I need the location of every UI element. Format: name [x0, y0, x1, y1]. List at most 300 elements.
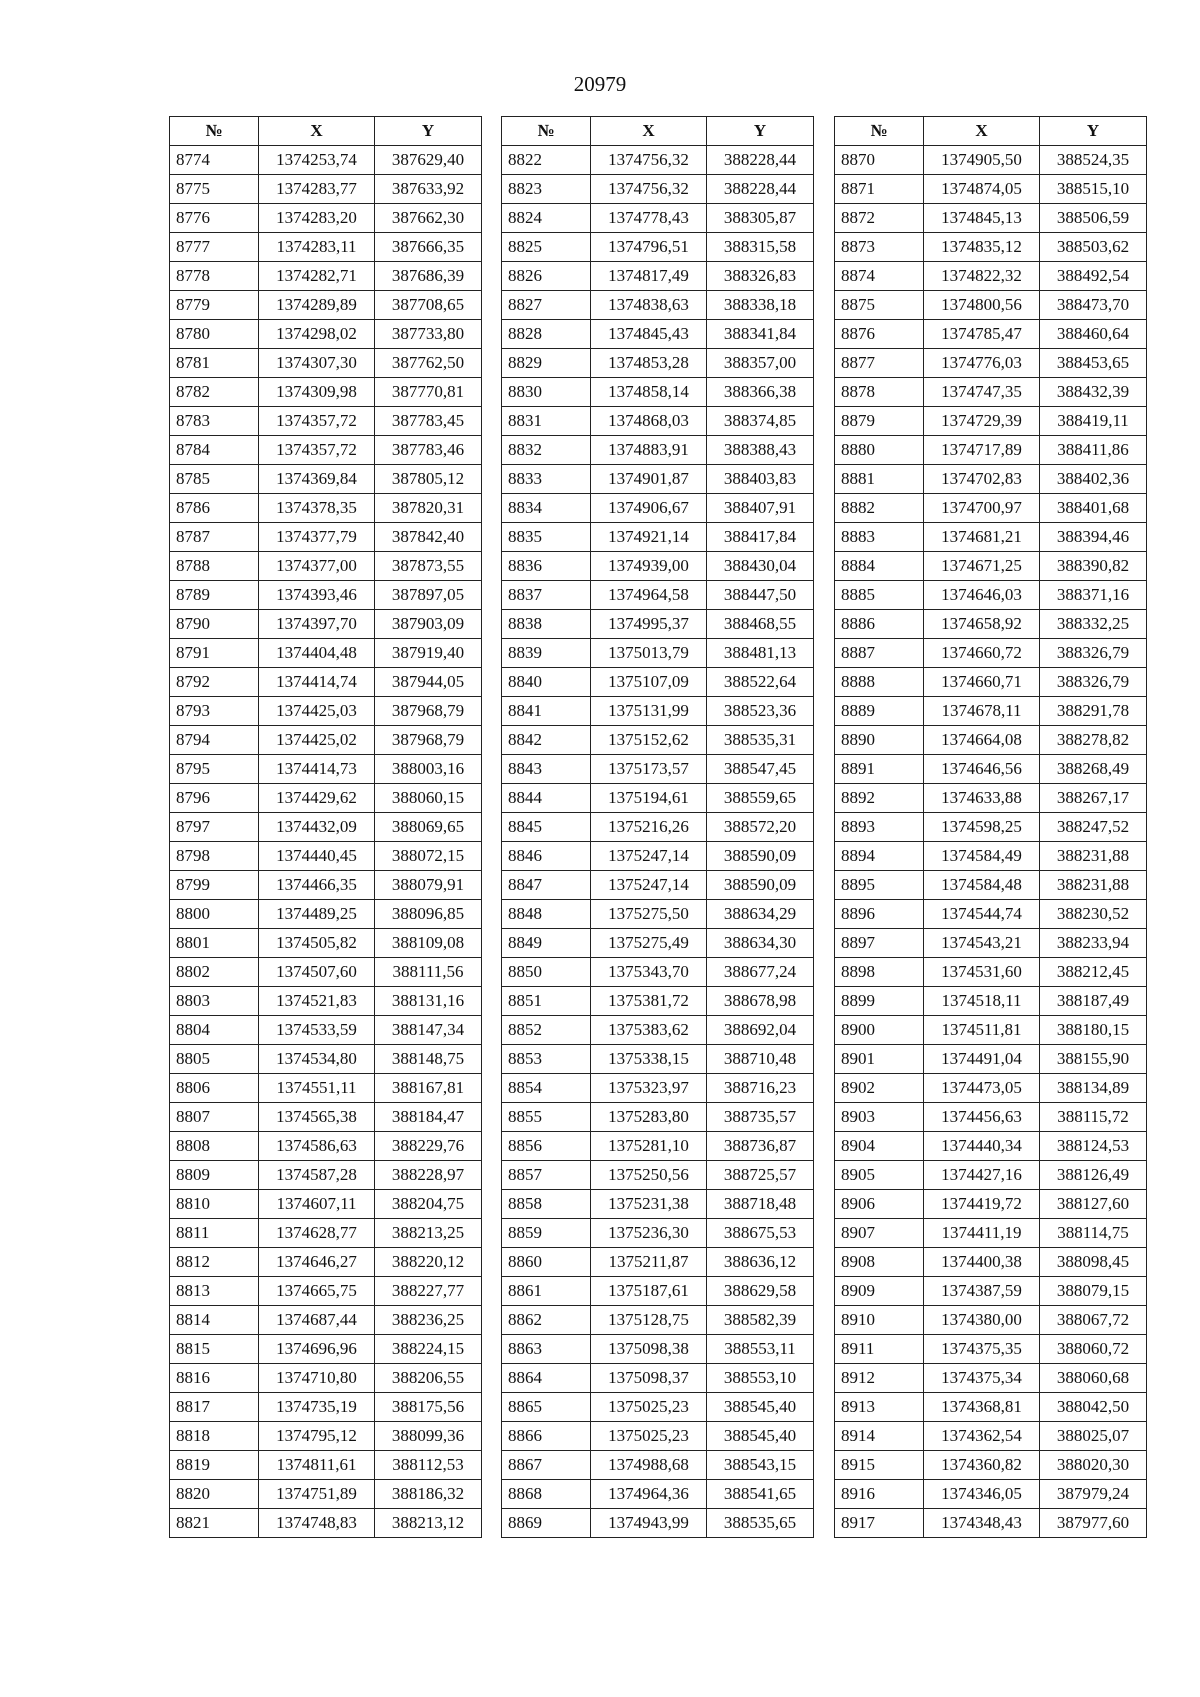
table-row [835, 755, 1147, 784]
cell-x: 1374587,28 [259, 1161, 375, 1190]
table-row [835, 813, 1147, 842]
cell-number: 8784 [170, 436, 259, 465]
cell-x: 1374440,34 [924, 1132, 1040, 1161]
cell-x: 1375013,79 [591, 639, 707, 668]
table-row [170, 465, 482, 494]
table-header [835, 117, 1147, 146]
table-row [170, 378, 482, 407]
cell-number: 8810 [170, 1190, 259, 1219]
table-row [170, 871, 482, 900]
cell-x: 1374717,89 [924, 436, 1040, 465]
cell-x: 1374298,02 [259, 320, 375, 349]
table-row [170, 697, 482, 726]
table-row [170, 929, 482, 958]
table-row [502, 407, 814, 436]
table-row [170, 175, 482, 204]
table-body [835, 146, 1147, 1538]
table-row [502, 610, 814, 639]
cell-y: 388268,49 [1040, 755, 1147, 784]
coordinate-table [501, 116, 814, 1538]
cell-x: 1374905,50 [924, 146, 1040, 175]
cell-y: 388394,46 [1040, 523, 1147, 552]
cell-number: 8872 [835, 204, 924, 233]
table-row [835, 1016, 1147, 1045]
cell-number: 8865 [502, 1393, 591, 1422]
table-row [835, 175, 1147, 204]
cell-y: 387944,05 [375, 668, 482, 697]
table-row [835, 610, 1147, 639]
cell-number: 8895 [835, 871, 924, 900]
cell-x: 1374943,99 [591, 1509, 707, 1538]
table-row [170, 784, 482, 813]
cell-y: 387666,35 [375, 233, 482, 262]
cell-y: 388636,12 [707, 1248, 814, 1277]
cell-y: 388230,52 [1040, 900, 1147, 929]
cell-y: 388060,68 [1040, 1364, 1147, 1393]
table-row [835, 871, 1147, 900]
cell-y: 387968,79 [375, 697, 482, 726]
cell-number: 8874 [835, 262, 924, 291]
cell-x: 1375275,49 [591, 929, 707, 958]
cell-x: 1375343,70 [591, 958, 707, 987]
cell-x: 1374681,21 [924, 523, 1040, 552]
cell-y: 388460,64 [1040, 320, 1147, 349]
cell-y: 388725,57 [707, 1161, 814, 1190]
cell-x: 1374282,71 [259, 262, 375, 291]
header-y: Y [375, 117, 482, 146]
table-row [835, 1480, 1147, 1509]
cell-x: 1375194,61 [591, 784, 707, 813]
table-row [170, 1364, 482, 1393]
cell-y: 388326,83 [707, 262, 814, 291]
cell-number: 8794 [170, 726, 259, 755]
table-row [502, 1190, 814, 1219]
cell-y: 387708,65 [375, 291, 482, 320]
cell-x: 1375211,87 [591, 1248, 707, 1277]
cell-x: 1374729,39 [924, 407, 1040, 436]
cell-x: 1374658,92 [924, 610, 1040, 639]
table-row [835, 1364, 1147, 1393]
cell-y: 388111,56 [375, 958, 482, 987]
cell-y: 388060,15 [375, 784, 482, 813]
cell-y: 387633,92 [375, 175, 482, 204]
cell-y: 388326,79 [1040, 668, 1147, 697]
table-row [170, 1306, 482, 1335]
cell-y: 388247,52 [1040, 813, 1147, 842]
cell-number: 8838 [502, 610, 591, 639]
table-row [835, 1074, 1147, 1103]
cell-y: 388357,00 [707, 349, 814, 378]
table-row [502, 378, 814, 407]
cell-y: 388187,49 [1040, 987, 1147, 1016]
cell-number: 8792 [170, 668, 259, 697]
cell-x: 1374440,45 [259, 842, 375, 871]
cell-y: 388003,16 [375, 755, 482, 784]
cell-number: 8840 [502, 668, 591, 697]
cell-y: 388315,58 [707, 233, 814, 262]
table-row [835, 726, 1147, 755]
cell-y: 388545,40 [707, 1422, 814, 1451]
cell-y: 388186,32 [375, 1480, 482, 1509]
cell-x: 1374964,58 [591, 581, 707, 610]
table-row [170, 349, 482, 378]
cell-y: 388634,30 [707, 929, 814, 958]
table-row [835, 465, 1147, 494]
cell-y: 388736,87 [707, 1132, 814, 1161]
cell-number: 8832 [502, 436, 591, 465]
cell-number: 8789 [170, 581, 259, 610]
cell-x: 1374518,11 [924, 987, 1040, 1016]
cell-y: 388224,15 [375, 1335, 482, 1364]
table-row [170, 204, 482, 233]
cell-x: 1375152,62 [591, 726, 707, 755]
table-row [835, 639, 1147, 668]
cell-number: 8846 [502, 842, 591, 871]
table-row [502, 1161, 814, 1190]
cell-y: 387733,80 [375, 320, 482, 349]
table-row [502, 842, 814, 871]
cell-y: 388079,15 [1040, 1277, 1147, 1306]
cell-number: 8780 [170, 320, 259, 349]
cell-y: 388481,13 [707, 639, 814, 668]
table-row [835, 436, 1147, 465]
cell-number: 8791 [170, 639, 259, 668]
cell-number: 8880 [835, 436, 924, 465]
cell-number: 8871 [835, 175, 924, 204]
cell-number: 8822 [502, 146, 591, 175]
cell-y: 388629,58 [707, 1277, 814, 1306]
cell-y: 388590,09 [707, 871, 814, 900]
cell-y: 388524,35 [1040, 146, 1147, 175]
cell-number: 8790 [170, 610, 259, 639]
table-row [835, 958, 1147, 987]
table-row [835, 1219, 1147, 1248]
cell-y: 388109,08 [375, 929, 482, 958]
table-row [835, 320, 1147, 349]
cell-x: 1374414,73 [259, 755, 375, 784]
cell-y: 388212,45 [1040, 958, 1147, 987]
cell-y: 388227,77 [375, 1277, 482, 1306]
table-row [502, 726, 814, 755]
cell-y: 388535,31 [707, 726, 814, 755]
cell-x: 1374584,48 [924, 871, 1040, 900]
cell-number: 8855 [502, 1103, 591, 1132]
cell-x: 1374858,14 [591, 378, 707, 407]
cell-x: 1374283,20 [259, 204, 375, 233]
header-number: № [170, 117, 259, 146]
cell-number: 8885 [835, 581, 924, 610]
cell-number: 8906 [835, 1190, 924, 1219]
cell-x: 1374346,05 [924, 1480, 1040, 1509]
cell-y: 388366,38 [707, 378, 814, 407]
cell-x: 1374456,63 [924, 1103, 1040, 1132]
cell-number: 8850 [502, 958, 591, 987]
cell-number: 8898 [835, 958, 924, 987]
cell-number: 8877 [835, 349, 924, 378]
cell-x: 1375216,26 [591, 813, 707, 842]
cell-number: 8831 [502, 407, 591, 436]
cell-x: 1374776,03 [924, 349, 1040, 378]
table-row [170, 1219, 482, 1248]
cell-number: 8899 [835, 987, 924, 1016]
cell-x: 1374466,35 [259, 871, 375, 900]
cell-y: 388305,87 [707, 204, 814, 233]
cell-x: 1374283,11 [259, 233, 375, 262]
table-row [835, 523, 1147, 552]
cell-x: 1374473,05 [924, 1074, 1040, 1103]
table-row [502, 1480, 814, 1509]
table-row [170, 900, 482, 929]
table-row [835, 1045, 1147, 1074]
cell-y: 388332,25 [1040, 610, 1147, 639]
table-row [835, 552, 1147, 581]
cell-x: 1375236,30 [591, 1219, 707, 1248]
cell-y: 387903,09 [375, 610, 482, 639]
cell-number: 8795 [170, 755, 259, 784]
cell-x: 1374822,32 [924, 262, 1040, 291]
cell-x: 1374939,00 [591, 552, 707, 581]
cell-y: 388559,65 [707, 784, 814, 813]
cell-x: 1375173,57 [591, 755, 707, 784]
cell-number: 8842 [502, 726, 591, 755]
cell-y: 388147,34 [375, 1016, 482, 1045]
cell-y: 388326,79 [1040, 639, 1147, 668]
cell-number: 8819 [170, 1451, 259, 1480]
cell-x: 1374853,28 [591, 349, 707, 378]
cell-x: 1374348,43 [924, 1509, 1040, 1538]
cell-x: 1374665,75 [259, 1277, 375, 1306]
cell-y: 388060,72 [1040, 1335, 1147, 1364]
cell-number: 8914 [835, 1422, 924, 1451]
cell-y: 388371,16 [1040, 581, 1147, 610]
table-row [502, 146, 814, 175]
table-row [502, 1422, 814, 1451]
cell-y: 388338,18 [707, 291, 814, 320]
cell-x: 1374425,02 [259, 726, 375, 755]
table-row [502, 494, 814, 523]
cell-y: 387979,24 [1040, 1480, 1147, 1509]
cell-number: 8835 [502, 523, 591, 552]
cell-x: 1374425,03 [259, 697, 375, 726]
header-x: X [924, 117, 1040, 146]
table-row [502, 552, 814, 581]
cell-number: 8826 [502, 262, 591, 291]
cell-y: 388042,50 [1040, 1393, 1147, 1422]
cell-x: 1374411,19 [924, 1219, 1040, 1248]
table-row [502, 465, 814, 494]
table-row [502, 668, 814, 697]
cell-x: 1374360,82 [924, 1451, 1040, 1480]
cell-y: 388692,04 [707, 1016, 814, 1045]
cell-number: 8824 [502, 204, 591, 233]
cell-x: 1374400,38 [924, 1248, 1040, 1277]
cell-number: 8814 [170, 1306, 259, 1335]
cell-x: 1375323,97 [591, 1074, 707, 1103]
cell-x: 1374628,77 [259, 1219, 375, 1248]
cell-y: 388231,88 [1040, 842, 1147, 871]
cell-y: 388267,17 [1040, 784, 1147, 813]
cell-y: 388430,04 [707, 552, 814, 581]
table-row [170, 958, 482, 987]
header-number: № [502, 117, 591, 146]
cell-y: 388213,12 [375, 1509, 482, 1538]
cell-number: 8799 [170, 871, 259, 900]
table-row [170, 1509, 482, 1538]
cell-x: 1375250,56 [591, 1161, 707, 1190]
cell-y: 387820,31 [375, 494, 482, 523]
cell-number: 8886 [835, 610, 924, 639]
cell-y: 387842,40 [375, 523, 482, 552]
cell-y: 388134,89 [1040, 1074, 1147, 1103]
cell-number: 8878 [835, 378, 924, 407]
table-row [502, 320, 814, 349]
cell-y: 388020,30 [1040, 1451, 1147, 1480]
cell-y: 388582,39 [707, 1306, 814, 1335]
cell-x: 1374253,74 [259, 146, 375, 175]
table-row [835, 291, 1147, 320]
cell-number: 8876 [835, 320, 924, 349]
cell-y: 388417,84 [707, 523, 814, 552]
cell-x: 1374531,60 [924, 958, 1040, 987]
cell-x: 1374702,83 [924, 465, 1040, 494]
table-row [170, 755, 482, 784]
cell-number: 8870 [835, 146, 924, 175]
cell-x: 1374747,35 [924, 378, 1040, 407]
cell-number: 8897 [835, 929, 924, 958]
cell-number: 8788 [170, 552, 259, 581]
table-row [835, 929, 1147, 958]
table-row [170, 436, 482, 465]
table-row [835, 1103, 1147, 1132]
cell-y: 388236,25 [375, 1306, 482, 1335]
cell-x: 1374795,12 [259, 1422, 375, 1451]
table-row [835, 1190, 1147, 1219]
cell-x: 1374377,00 [259, 552, 375, 581]
cell-x: 1375107,09 [591, 668, 707, 697]
cell-number: 8889 [835, 697, 924, 726]
table-row [170, 1190, 482, 1219]
cell-number: 8879 [835, 407, 924, 436]
cell-y: 388718,48 [707, 1190, 814, 1219]
cell-x: 1375098,37 [591, 1364, 707, 1393]
table-row [170, 407, 482, 436]
cell-y: 388522,64 [707, 668, 814, 697]
cell-x: 1374387,59 [924, 1277, 1040, 1306]
table-row [170, 610, 482, 639]
cell-y: 388432,39 [1040, 378, 1147, 407]
table-row [835, 1335, 1147, 1364]
cell-x: 1374377,79 [259, 523, 375, 552]
cell-x: 1375131,99 [591, 697, 707, 726]
cell-number: 8862 [502, 1306, 591, 1335]
table-row [170, 494, 482, 523]
table-row [502, 639, 814, 668]
table-row [502, 1364, 814, 1393]
cell-x: 1374551,11 [259, 1074, 375, 1103]
cell-x: 1374660,71 [924, 668, 1040, 697]
cell-y: 388228,97 [375, 1161, 482, 1190]
cell-y: 388180,15 [1040, 1016, 1147, 1045]
cell-x: 1374800,56 [924, 291, 1040, 320]
cell-number: 8774 [170, 146, 259, 175]
cell-x: 1374307,30 [259, 349, 375, 378]
cell-x: 1374646,03 [924, 581, 1040, 610]
table-row [170, 262, 482, 291]
table-row [502, 1306, 814, 1335]
table-row [835, 1509, 1147, 1538]
cell-number: 8888 [835, 668, 924, 697]
table-row [835, 262, 1147, 291]
cell-y: 387873,55 [375, 552, 482, 581]
table-row [170, 523, 482, 552]
cell-x: 1375128,75 [591, 1306, 707, 1335]
cell-number: 8812 [170, 1248, 259, 1277]
cell-y: 388213,25 [375, 1219, 482, 1248]
cell-x: 1374664,08 [924, 726, 1040, 755]
cell-x: 1374565,38 [259, 1103, 375, 1132]
cell-number: 8890 [835, 726, 924, 755]
cell-x: 1374607,11 [259, 1190, 375, 1219]
cell-y: 388402,36 [1040, 465, 1147, 494]
cell-number: 8825 [502, 233, 591, 262]
cell-number: 8848 [502, 900, 591, 929]
cell-x: 1374289,89 [259, 291, 375, 320]
cell-x: 1374646,27 [259, 1248, 375, 1277]
cell-y: 388025,07 [1040, 1422, 1147, 1451]
cell-number: 8884 [835, 552, 924, 581]
cell-x: 1374357,72 [259, 407, 375, 436]
cell-x: 1374375,34 [924, 1364, 1040, 1393]
cell-x: 1375338,15 [591, 1045, 707, 1074]
cell-number: 8839 [502, 639, 591, 668]
cell-number: 8815 [170, 1335, 259, 1364]
cell-number: 8887 [835, 639, 924, 668]
cell-x: 1374586,63 [259, 1132, 375, 1161]
cell-y: 388131,16 [375, 987, 482, 1016]
cell-x: 1374687,44 [259, 1306, 375, 1335]
page-number: 20979 [573, 72, 627, 96]
cell-x: 1375283,80 [591, 1103, 707, 1132]
cell-x: 1374700,97 [924, 494, 1040, 523]
cell-x: 1374368,81 [924, 1393, 1040, 1422]
table-row [502, 523, 814, 552]
cell-number: 8852 [502, 1016, 591, 1045]
cell-number: 8907 [835, 1219, 924, 1248]
cell-y: 388114,75 [1040, 1219, 1147, 1248]
cell-x: 1374380,00 [924, 1306, 1040, 1335]
cell-y: 388401,68 [1040, 494, 1147, 523]
cell-number: 8796 [170, 784, 259, 813]
cell-x: 1374505,82 [259, 929, 375, 958]
table-row [170, 813, 482, 842]
cell-number: 8882 [835, 494, 924, 523]
cell-x: 1374748,83 [259, 1509, 375, 1538]
cell-y: 388167,81 [375, 1074, 482, 1103]
table-row [170, 1132, 482, 1161]
cell-x: 1374785,47 [924, 320, 1040, 349]
table-body [170, 146, 482, 1538]
cell-y: 388148,75 [375, 1045, 482, 1074]
cell-number: 8905 [835, 1161, 924, 1190]
cell-number: 8916 [835, 1480, 924, 1509]
cell-number: 8777 [170, 233, 259, 262]
cell-x: 1374646,56 [924, 755, 1040, 784]
cell-y: 387968,79 [375, 726, 482, 755]
table-row [835, 1248, 1147, 1277]
cell-number: 8863 [502, 1335, 591, 1364]
cell-x: 1375098,38 [591, 1335, 707, 1364]
table-row [835, 1451, 1147, 1480]
